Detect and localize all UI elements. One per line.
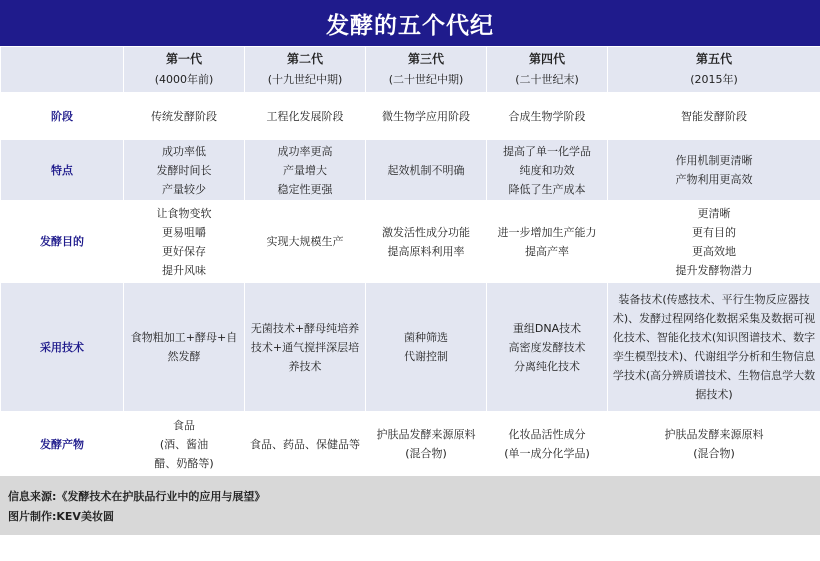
fermentation-table [0, 46, 820, 477]
table-cell: 提高了单一化学品 纯度和功效 降低了生产成本 [487, 140, 608, 201]
table-cell: 微生物学应用阶段 [366, 93, 487, 140]
gen-5-header [608, 47, 820, 93]
footer [0, 476, 820, 535]
table-cell: 更清晰 更有目的 更高效地 提升发酵物潜力 [608, 201, 820, 283]
row-label-technology: 采用技术 [1, 283, 124, 412]
gen-5-period: (2015年) [690, 73, 738, 86]
table-cell: 食品 (酒、酱油 醋、奶酪等) [124, 412, 245, 477]
credit-note: 图片制作:KEV美妆圆 [8, 510, 114, 523]
table-cell: 护肤品发酵来源原料 (混合物) [608, 412, 820, 477]
table-cell: 激发活性成分功能 提高原料利用率 [366, 201, 487, 283]
table-cell: 合成生物学阶段 [487, 93, 608, 140]
table-cell: 实现大规模生产 [245, 201, 366, 283]
table-cell: 装备技术(传感技术、平行生物反应器技术)、发酵过程网络化数据采集及数据可视化技术、智能化技术(知识图谱技术、数字孪生模型技术)、代谢组学分析和生物信息学技术(高分辨质谱技术、生物信息学大数据技术) [608, 283, 820, 412]
table-row [1, 283, 820, 412]
table-cell: 重组DNA技术 高密度发酵技术 分离纯化技术 [487, 283, 608, 412]
gen-4-period: (二十世纪末) [515, 73, 579, 86]
gen-3-name: 第三代 [407, 52, 444, 66]
gen-3-period: (二十世纪中期) [388, 73, 464, 86]
gen-1-header [124, 47, 245, 93]
table-row [1, 140, 820, 201]
corner-cell [1, 47, 124, 93]
table-cell: 化妆品活性成分 (单一成分化学品) [487, 412, 608, 477]
table-cell: 成功率低 发酵时间长 产量较少 [124, 140, 245, 201]
table-cell: 传统发酵阶段 [124, 93, 245, 140]
row-label-purpose: 发酵目的 [1, 201, 124, 283]
table-cell: 菌种筛选 代谢控制 [366, 283, 487, 412]
table-row [1, 412, 820, 477]
row-label-products: 发酵产物 [1, 412, 124, 477]
table-cell: 起效机制不明确 [366, 140, 487, 201]
gen-3-header [366, 47, 487, 93]
gen-2-period: (十九世纪中期) [267, 73, 343, 86]
header-row [1, 47, 820, 93]
table-cell: 食物粗加工+酵母+自然发酵 [124, 283, 245, 412]
row-label-stage: 阶段 [1, 93, 124, 140]
table-cell: 食品、药品、保健品等 [245, 412, 366, 477]
source-note: 信息来源:《发酵技术在护肤品行业中的应用与展望》 [8, 490, 266, 503]
table-cell: 工程化发展阶段 [245, 93, 366, 140]
table-cell: 作用机制更清晰 产物利用更高效 [608, 140, 820, 201]
gen-4-name: 第四代 [528, 52, 565, 66]
table-cell: 无菌技术+酵母纯培养技术+通气搅拌深层培养技术 [245, 283, 366, 412]
table-cell: 进一步增加生产能力 提高产率 [487, 201, 608, 283]
row-label-features: 特点 [1, 140, 124, 201]
table-cell: 护肤品发酵来源原料 (混合物) [366, 412, 487, 477]
gen-4-header [487, 47, 608, 93]
page-title: 发酵的五个代纪 [0, 0, 820, 46]
table-row [1, 201, 820, 283]
table-cell: 让食物变软 更易咀嚼 更好保存 提升风味 [124, 201, 245, 283]
gen-2-name: 第二代 [286, 52, 323, 66]
table-cell: 成功率更高 产量增大 稳定性更强 [245, 140, 366, 201]
gen-5-name: 第五代 [695, 52, 732, 66]
gen-1-name: 第一代 [165, 52, 202, 66]
table-row [1, 93, 820, 140]
gen-2-header [245, 47, 366, 93]
gen-1-period: (4000年前) [154, 73, 214, 86]
table-cell: 智能发酵阶段 [608, 93, 820, 140]
